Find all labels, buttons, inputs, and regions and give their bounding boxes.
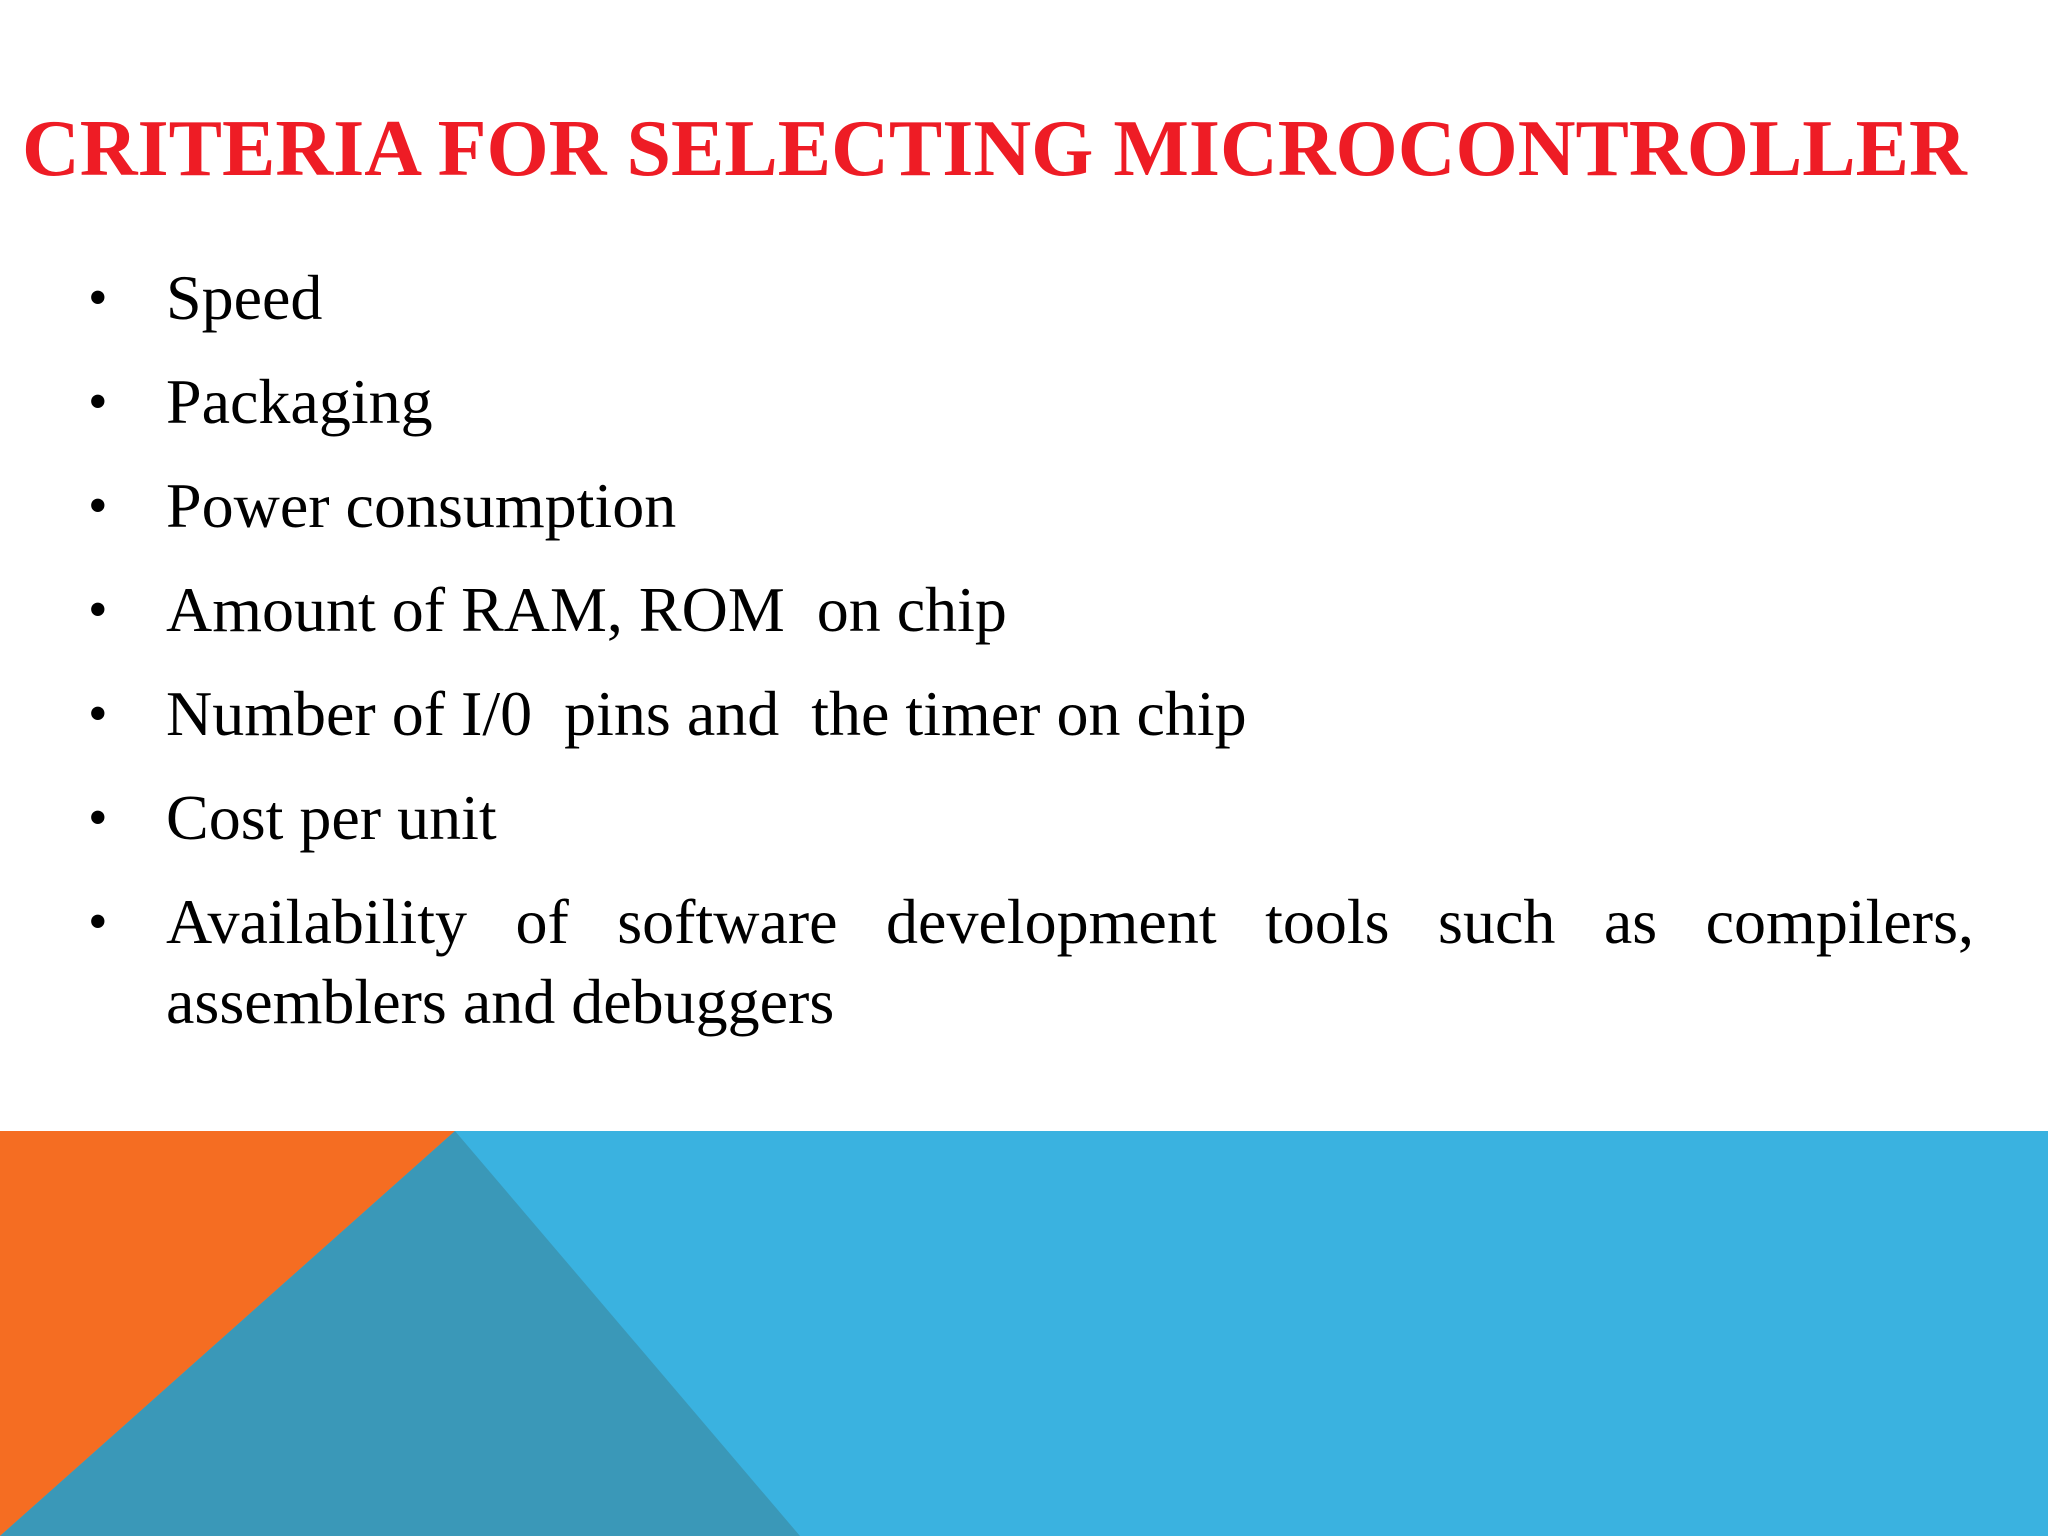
slide-title: CRITERIA FOR SELECTING MICROCONTROLLER [22, 105, 1967, 193]
bullet-text: Speed [166, 262, 323, 333]
bullet-item-power [0, 466, 2048, 546]
bullet-item-memory [0, 570, 2048, 650]
bullet-item-tools [0, 882, 2048, 1042]
bullet-icon: • [88, 267, 108, 329]
bullet-icon: • [88, 683, 108, 745]
bullet-icon: • [88, 787, 108, 849]
bullet-item-speed [0, 258, 2048, 338]
bullet-item-cost [0, 778, 2048, 858]
bullet-text: Power consumption [166, 470, 677, 541]
bullet-item-io [0, 674, 2048, 754]
bullet-text: Packaging [166, 366, 433, 437]
bullet-text: Availability of software development tools such as compilers, assemblers and debuggers [166, 886, 1974, 1037]
bullet-text: Amount of RAM, ROM on chip [166, 574, 1007, 645]
bullet-text: Number of I/0 pins and the timer on chip [166, 678, 1247, 749]
bullet-list [0, 258, 2048, 1066]
bullet-icon: • [88, 475, 108, 537]
bullet-icon: • [88, 891, 108, 953]
bullet-item-packaging [0, 362, 2048, 442]
footer-decoration [0, 1131, 2048, 1536]
bullet-icon: • [88, 579, 108, 641]
bullet-icon: • [88, 371, 108, 433]
bullet-text: Cost per unit [166, 782, 497, 853]
